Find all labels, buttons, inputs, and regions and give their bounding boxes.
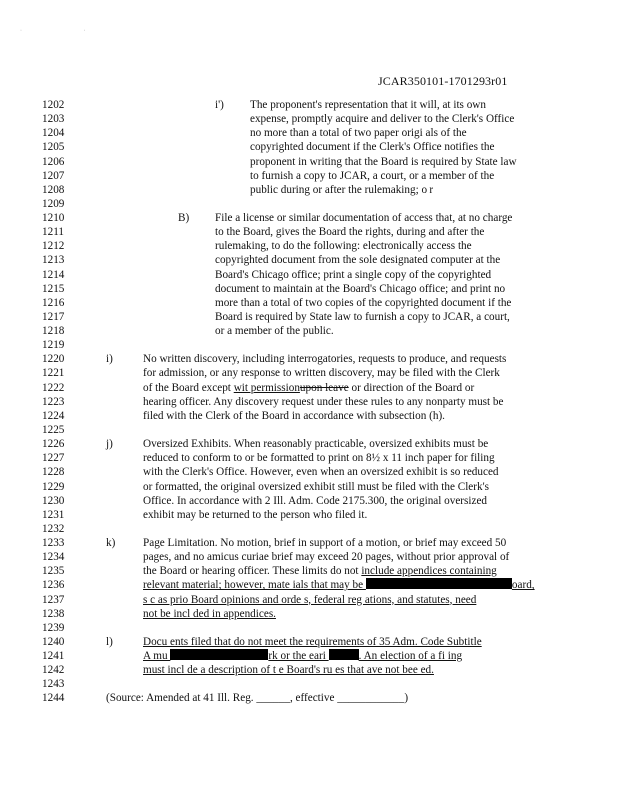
text-segment: with the Clerk's Office. However, even when an oversized exhibit is so reduced [143, 466, 499, 479]
line-text [215, 296, 511, 310]
text-segment: filed with the Clerk of the Board in accordance with subsection (h). [143, 409, 445, 422]
inserted-text: A mu [143, 650, 171, 663]
line-number: 1228 [42, 466, 65, 479]
line-text [143, 451, 495, 465]
line-number: 1211 [42, 226, 64, 239]
line-number: 1244 [42, 692, 65, 705]
line-number: 1202 [42, 99, 65, 111]
line-number: 1208 [42, 183, 65, 196]
line-text [215, 282, 505, 296]
line-text [143, 409, 445, 423]
line-number: 1233 [42, 537, 65, 550]
inserted-text: relevant material; however, mate ials that may be [143, 579, 366, 592]
line-text [143, 578, 535, 592]
line-text [215, 268, 491, 282]
line-text [250, 112, 514, 126]
subsection-label: k) [106, 537, 116, 550]
inserted-text: oard, [511, 579, 535, 592]
text-segment: to furnish a copy to JCAR, a court, or a member of the [250, 169, 495, 182]
text-segment: Oversized Exhibits. When reasonably practicable, oversized exhibits must be [143, 438, 489, 451]
text-segment: Board is required by State law to furnish a copy to JCAR, a court, [215, 310, 510, 323]
line-number: 1240 [42, 635, 65, 648]
line-number: 1232 [42, 522, 65, 535]
scan-marks: · · [20, 28, 116, 34]
line-text [143, 508, 367, 522]
line-text [143, 564, 497, 578]
text-segment: or direction of the Board or [348, 381, 475, 394]
subsection-label: i') [215, 99, 224, 111]
text-segment: The proponent's representation that it will, at its own [250, 99, 486, 111]
line-text [143, 607, 276, 621]
line-number: 1218 [42, 325, 65, 338]
line-number: 1214 [42, 268, 65, 281]
text-segment: or a member of the public. [215, 325, 334, 338]
line-text [250, 183, 433, 197]
line-number: 1225 [42, 423, 65, 436]
line-number: 1229 [42, 480, 65, 493]
redaction-block [170, 649, 268, 660]
line-text [143, 465, 499, 479]
text-segment: copyrighted document if the Clerk's Office notifies the [250, 141, 495, 154]
subsection-label: i) [106, 353, 113, 366]
line-text [250, 169, 494, 183]
text-segment: of the Board except [143, 381, 234, 394]
line-number: 1242 [42, 664, 65, 677]
line-text [143, 593, 476, 607]
line-number: 1209 [42, 197, 65, 210]
redaction-block [329, 649, 359, 660]
inserted-text: s c as prio Board opinions and orde s, federal reg ations, and statutes, need [143, 593, 477, 606]
line-text [143, 649, 462, 663]
line-number: 1243 [42, 678, 65, 691]
line-number: 1237 [42, 593, 65, 606]
line-number: 1219 [42, 339, 65, 352]
line-number: 1204 [42, 127, 65, 140]
text-segment: or formatted, the original oversized exhibit still must be filed with the Clerk's [143, 480, 489, 493]
line-number: 1206 [42, 155, 65, 168]
text-segment: copyrighted document from the sole designated computer at the [215, 254, 501, 267]
inserted-text: . An election of a fi ing [358, 650, 463, 663]
text-segment: proponent in writing that the Board is required by State law [250, 155, 517, 168]
document-id: JCAR350101-1701293r01 [378, 74, 508, 88]
line-number: 1238 [42, 607, 65, 620]
line-text [215, 225, 484, 239]
line-text [143, 550, 509, 564]
line-text [143, 395, 504, 409]
text-segment: the Board or hearing officer. These limits do not [143, 565, 362, 578]
line-text [250, 140, 494, 154]
text-segment: public during or after the rulemaking; o r [250, 183, 434, 196]
text-segment: hearing officer. Any discovery request under these rules to any nonparty must be [143, 395, 504, 408]
text-segment: Page Limitation. No motion, brief in support of a motion, or brief may exceed 50 [143, 537, 507, 550]
line-number: 1213 [42, 254, 65, 267]
text-segment: Board's Chicago office; print a single copy of the copyrighted [215, 268, 492, 281]
deleted-text: upon leave [299, 381, 349, 394]
line-number: 1239 [42, 621, 65, 634]
inserted-text: include appendices containing [361, 565, 497, 578]
line-text [143, 381, 474, 395]
line-text [143, 494, 487, 508]
line-number: 1221 [42, 367, 65, 380]
subsection-label: j) [106, 438, 113, 451]
line-number: 1227 [42, 452, 65, 465]
line-text [250, 155, 517, 169]
line-number: 1223 [42, 395, 65, 408]
line-text [143, 352, 506, 366]
inserted-text: rk or the eari [268, 650, 329, 663]
subsection-label: l) [106, 635, 113, 648]
inserted-text: wit permission [233, 381, 300, 394]
line-text [250, 98, 486, 112]
line-text [143, 480, 489, 494]
line-number: 1210 [42, 212, 65, 225]
line-number: 1205 [42, 141, 65, 154]
line-text [106, 691, 408, 705]
inserted-text: must incl de a description of t e Board's ru es that ave not bee ed. [143, 664, 434, 677]
text-segment: (Source: Amended at 41 Ill. Reg. ______, effective ____________) [106, 692, 409, 705]
text-segment: No written discovery, including interrogatories, requests to produce, and requests [143, 353, 507, 366]
line-text [215, 253, 500, 267]
line-number: 1216 [42, 296, 65, 309]
subsection-label: B) [178, 212, 190, 225]
line-text [215, 310, 510, 324]
text-segment: File a license or similar documentation of access that, at no charge [215, 212, 513, 225]
line-number: 1203 [42, 113, 65, 126]
line-text [215, 239, 472, 253]
text-segment: for admission, or any response to written discovery, may be filed with the Clerk [143, 367, 500, 380]
line-number: 1241 [42, 650, 65, 663]
line-number: 1226 [42, 438, 65, 451]
inserted-text: not be incl ded in appendices. [143, 607, 276, 620]
line-text [143, 536, 506, 550]
line-number: 1212 [42, 240, 65, 253]
redaction-block [366, 578, 512, 589]
line-number: 1230 [42, 494, 65, 507]
line-number: 1231 [42, 508, 65, 521]
text-segment: expense, promptly acquire and deliver to the Clerk's Office [250, 113, 515, 126]
text-segment: rulemaking, to do the following: electronically access the [215, 240, 472, 253]
line-number: 1207 [42, 169, 65, 182]
line-text [143, 635, 482, 649]
text-segment: reduced to conform to or be formatted to print on 8½ x 11 inch paper for filing [143, 452, 495, 465]
line-number: 1236 [42, 579, 65, 592]
text-segment: more than a total of two copies of the copyrighted document if the [215, 296, 512, 309]
line-number: 1224 [42, 409, 65, 422]
line-number: 1217 [42, 310, 65, 323]
text-segment: document to maintain at the Board's Chicago office; and print no [215, 282, 506, 295]
line-text [143, 437, 488, 451]
text-segment: Office. In accordance with 2 Ill. Adm. Code 2175.300, the original oversized [143, 494, 488, 507]
line-text [215, 324, 334, 338]
line-text [215, 211, 512, 225]
text-segment: pages, and no amicus curiae brief may exceed 20 pages, without prior approval of [143, 551, 510, 564]
text-segment: exhibit may be returned to the person who filed it. [143, 508, 368, 521]
line-number: 1220 [42, 353, 65, 366]
line-number: 1235 [42, 565, 65, 578]
inserted-text: Docu ents filed that do not meet the requirements of 35 Adm. Code Subtitle [143, 635, 482, 648]
line-number: 1215 [42, 282, 65, 295]
line-text [250, 126, 467, 140]
line-text [143, 663, 434, 677]
line-number: 1222 [42, 381, 65, 394]
line-number: 1234 [42, 551, 65, 564]
text-segment: no more than a total of two paper origi als of the [250, 127, 467, 140]
text-segment: to the Board, gives the Board the rights, during and after the [215, 226, 485, 239]
line-text [143, 366, 500, 380]
